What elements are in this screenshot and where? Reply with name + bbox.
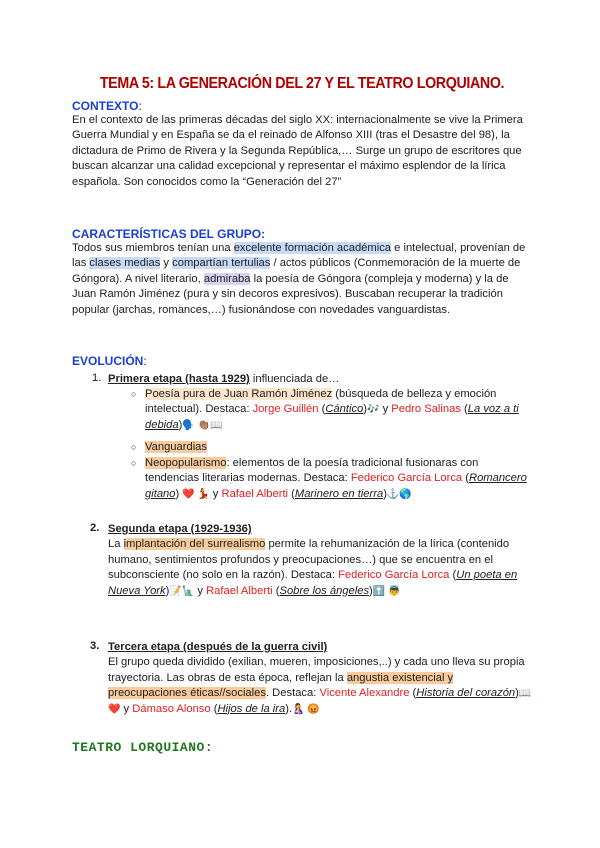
etapa-3-text: El grupo queda dividido (exilian, mueren, imposiciones,..) y cada uno lleva su propia trayectoria. Las obras de esta época, reflejan la angustia existencial y preocupaciones éticas//sociales. Destaca: Vicente Alexandre (Historia del corazón)📖❤️ y Dámaso Alonso (Hijos de la ira).🤱 😡 [108, 656, 532, 715]
contexto-text: En el contexto de las primeras décadas del siglo XX: internacionalmente se vive la Primera Guerra Mundial y en España se da el reinado de Alfonso XIII (tras el Desastre del 98), la dictadura de Primo de Rivera y la Segunda República,… Surge un grupo de escritores que buscan alcanzar una calidad excepcional y representar el máximo esplendor de la lírica española. Son conocidos como la “Generación del 27” [72, 114, 523, 188]
etapa-2 [108, 522, 533, 599]
caracteristicas-text: Todos sus miembros tenían una excelente formación académica e intelectual, provenían de las clases medias y compartían tertulias / actos públicos (Conmemoración de la muerte de Góngora). A nivel literario, admiraba la poesía de Góngora (compleja y moderna) y la de Juan Ramón Jiménez (pura y sin decoros expresivos). Buscaban recuperar la tradición popular (jarchas, romances,…) fusionándose con novedades vanguardistas. [72, 242, 526, 316]
etapa-2-title: Segunda etapa (1929-1936) [108, 523, 252, 535]
etapa-1-title: Primera etapa (hasta 1929) influenciada de… [108, 373, 340, 385]
bullet-circle: ○ [131, 458, 137, 468]
teatro-lorquiano-heading: TEATRO LORQUIANO: [72, 740, 214, 755]
caracteristicas-heading: CARACTERÍSTICAS DEL GRUPO: [72, 227, 266, 241]
etapa-3-title: Tercera etapa (después de la guerra civil) [108, 641, 328, 653]
etapa-2-text: La implantación del surrealismo permite la rehumanización de la lírica (contenido humano, sentimientos profundos y preocupaciones…) que se encuentra en el subconsciente (no solo en la razón). Destaca: Federico García Lorca (Un poeta en Nueva York)📝🗽 y Rafael Alberti (Sobre los ángeles)⬆️ 👼 [108, 538, 518, 597]
etapa-1-poesia-pura: Poesía pura de Juan Ramón Jiménez (búsqueda de belleza y emoción intelectual). Destaca: Jorge Guillén (Cántico)🎶 y Pedro Salinas (La voz a ti debida)🗣️ 👏🏽📖 [145, 388, 519, 431]
etapa-1-vanguardias: Vanguardias [145, 441, 207, 453]
etapa-1-number: 1. [92, 372, 102, 384]
bullet-circle: ○ [131, 389, 137, 399]
contexto-heading: CONTEXTO: [72, 99, 142, 113]
evolucion-heading: EVOLUCIÓN: [72, 354, 147, 368]
etapa-3 [108, 640, 533, 717]
bullet-circle: ○ [131, 442, 137, 452]
caracteristicas-section [72, 227, 532, 318]
contexto-section [72, 99, 532, 190]
etapa-1-neopopularismo: Neopopularismo: elementos de la poesía tradicional fusionaras con tendencias literarias modernas. Destaca: Federico García Lorca (Romancero gitano) ❤️ 💃 y Rafael Alberti (Marinero en tierra)⚓🌎 [145, 457, 527, 500]
etapa-3-number: 3. [90, 640, 100, 652]
etapa-2-number: 2. [90, 522, 100, 534]
document-title: TEMA 5: LA GENERACIÓN DEL 27 Y EL TEATRO LORQUIANO. [99, 75, 505, 92]
